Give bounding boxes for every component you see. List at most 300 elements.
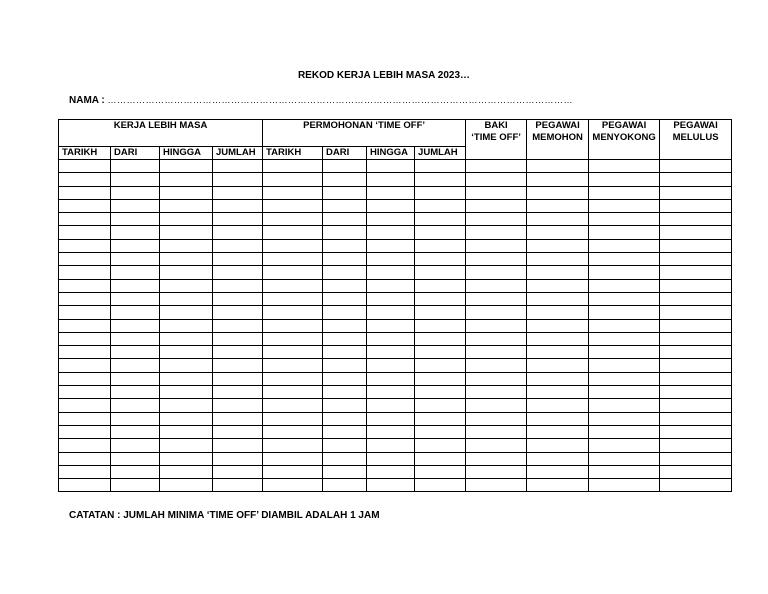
table-cell[interactable] [660,439,732,452]
table-cell[interactable] [660,186,732,199]
table-cell[interactable] [111,479,160,492]
table-cell[interactable] [527,465,589,478]
table-cell[interactable] [111,372,160,385]
table-cell[interactable] [263,372,323,385]
table-cell[interactable] [527,479,589,492]
table-cell[interactable] [367,253,415,266]
table-cell[interactable] [111,452,160,465]
table-cell[interactable] [660,359,732,372]
table-cell[interactable] [263,173,323,186]
table-cell[interactable] [415,346,466,359]
table-cell[interactable] [589,346,660,359]
table-cell[interactable] [466,452,527,465]
table-cell[interactable] [263,332,323,345]
table-cell[interactable] [415,186,466,199]
table-cell[interactable] [263,253,323,266]
table-cell[interactable] [660,319,732,332]
table-cell[interactable] [415,386,466,399]
table-cell[interactable] [323,439,367,452]
table-cell[interactable] [527,199,589,212]
table-cell[interactable] [527,239,589,252]
table-cell[interactable] [263,279,323,292]
table-cell[interactable] [367,332,415,345]
table-cell[interactable] [323,266,367,279]
table-cell[interactable] [323,253,367,266]
table-cell[interactable] [527,399,589,412]
table-cell[interactable] [660,279,732,292]
table-cell[interactable] [213,173,263,186]
table-cell[interactable] [415,253,466,266]
table-cell[interactable] [59,306,111,319]
table-cell[interactable] [213,479,263,492]
table-cell[interactable] [213,213,263,226]
table-cell[interactable] [111,359,160,372]
table-cell[interactable] [160,346,213,359]
table-cell[interactable] [527,425,589,438]
table-cell[interactable] [527,173,589,186]
table-cell[interactable] [367,452,415,465]
table-cell[interactable] [111,226,160,239]
table-cell[interactable] [111,386,160,399]
table-cell[interactable] [59,452,111,465]
table-cell[interactable] [660,372,732,385]
table-cell[interactable] [59,412,111,425]
table-cell[interactable] [466,160,527,173]
table-cell[interactable] [466,412,527,425]
table-cell[interactable] [160,439,213,452]
table-cell[interactable] [660,479,732,492]
table-cell[interactable] [527,226,589,239]
table-cell[interactable] [466,479,527,492]
table-cell[interactable] [213,372,263,385]
table-cell[interactable] [111,332,160,345]
table-cell[interactable] [527,160,589,173]
table-cell[interactable] [59,239,111,252]
table-cell[interactable] [660,292,732,305]
table-cell[interactable] [111,319,160,332]
table-cell[interactable] [367,479,415,492]
table-cell[interactable] [589,173,660,186]
table-cell[interactable] [589,386,660,399]
table-cell[interactable] [263,239,323,252]
table-cell[interactable] [660,253,732,266]
table-cell[interactable] [415,213,466,226]
table-cell[interactable] [59,479,111,492]
table-cell[interactable] [589,319,660,332]
table-cell[interactable] [323,452,367,465]
table-cell[interactable] [323,186,367,199]
table-cell[interactable] [466,386,527,399]
table-cell[interactable] [323,346,367,359]
table-cell[interactable] [160,465,213,478]
table-cell[interactable] [367,372,415,385]
table-cell[interactable] [660,465,732,478]
table-cell[interactable] [111,279,160,292]
name-blank[interactable]: ………………………………………………………………………………………………………………………………… [107,95,574,105]
table-cell[interactable] [213,465,263,478]
table-cell[interactable] [160,399,213,412]
table-cell[interactable] [213,452,263,465]
table-cell[interactable] [589,465,660,478]
table-cell[interactable] [213,239,263,252]
table-cell[interactable] [213,386,263,399]
table-cell[interactable] [415,319,466,332]
table-cell[interactable] [213,279,263,292]
table-cell[interactable] [213,412,263,425]
table-cell[interactable] [213,199,263,212]
table-cell[interactable] [59,372,111,385]
table-cell[interactable] [111,465,160,478]
table-cell[interactable] [59,199,111,212]
table-cell[interactable] [367,266,415,279]
table-cell[interactable] [111,213,160,226]
table-cell[interactable] [160,359,213,372]
table-cell[interactable] [660,425,732,438]
table-cell[interactable] [415,160,466,173]
table-cell[interactable] [660,173,732,186]
table-cell[interactable] [660,226,732,239]
table-cell[interactable] [160,292,213,305]
table-cell[interactable] [323,412,367,425]
table-cell[interactable] [160,160,213,173]
table-cell[interactable] [59,319,111,332]
table-cell[interactable] [213,226,263,239]
table-cell[interactable] [323,372,367,385]
table-cell[interactable] [111,253,160,266]
table-cell[interactable] [466,425,527,438]
table-cell[interactable] [263,226,323,239]
table-cell[interactable] [466,399,527,412]
table-cell[interactable] [589,479,660,492]
table-cell[interactable] [589,279,660,292]
table-cell[interactable] [323,306,367,319]
table-cell[interactable] [59,186,111,199]
table-cell[interactable] [367,399,415,412]
table-cell[interactable] [213,346,263,359]
table-cell[interactable] [323,399,367,412]
table-cell[interactable] [160,425,213,438]
table-cell[interactable] [367,306,415,319]
table-cell[interactable] [160,386,213,399]
table-cell[interactable] [466,173,527,186]
table-cell[interactable] [466,319,527,332]
table-cell[interactable] [589,253,660,266]
table-cell[interactable] [527,292,589,305]
table-cell[interactable] [323,479,367,492]
table-cell[interactable] [263,292,323,305]
table-cell[interactable] [323,213,367,226]
table-cell[interactable] [660,412,732,425]
table-cell[interactable] [59,266,111,279]
table-cell[interactable] [111,306,160,319]
table-cell[interactable] [160,452,213,465]
table-cell[interactable] [263,452,323,465]
table-cell[interactable] [589,266,660,279]
table-cell[interactable] [160,372,213,385]
table-cell[interactable] [263,399,323,412]
table-cell[interactable] [323,160,367,173]
table-cell[interactable] [160,253,213,266]
table-cell[interactable] [589,239,660,252]
table-cell[interactable] [415,412,466,425]
table-cell[interactable] [415,306,466,319]
table-cell[interactable] [111,425,160,438]
table-cell[interactable] [466,239,527,252]
table-cell[interactable] [527,359,589,372]
table-cell[interactable] [160,239,213,252]
table-cell[interactable] [415,479,466,492]
table-cell[interactable] [527,372,589,385]
table-cell[interactable] [367,186,415,199]
table-cell[interactable] [111,346,160,359]
table-cell[interactable] [213,186,263,199]
table-cell[interactable] [466,465,527,478]
table-cell[interactable] [527,319,589,332]
table-cell[interactable] [589,199,660,212]
table-cell[interactable] [111,266,160,279]
table-cell[interactable] [323,226,367,239]
table-cell[interactable] [323,173,367,186]
table-cell[interactable] [415,199,466,212]
table-cell[interactable] [59,399,111,412]
table-cell[interactable] [213,266,263,279]
table-cell[interactable] [466,199,527,212]
table-cell[interactable] [527,186,589,199]
table-cell[interactable] [466,306,527,319]
table-cell[interactable] [415,439,466,452]
table-cell[interactable] [111,199,160,212]
table-cell[interactable] [367,359,415,372]
table-cell[interactable] [213,253,263,266]
table-cell[interactable] [527,253,589,266]
table-cell[interactable] [59,253,111,266]
table-cell[interactable] [367,213,415,226]
table-cell[interactable] [660,346,732,359]
table-cell[interactable] [263,359,323,372]
table-cell[interactable] [589,213,660,226]
table-cell[interactable] [415,332,466,345]
table-cell[interactable] [59,160,111,173]
table-cell[interactable] [160,226,213,239]
table-cell[interactable] [160,186,213,199]
table-cell[interactable] [160,332,213,345]
table-cell[interactable] [466,186,527,199]
table-cell[interactable] [367,319,415,332]
table-cell[interactable] [589,186,660,199]
table-cell[interactable] [263,160,323,173]
table-cell[interactable] [466,332,527,345]
table-cell[interactable] [263,266,323,279]
table-cell[interactable] [415,359,466,372]
table-cell[interactable] [527,279,589,292]
table-cell[interactable] [59,213,111,226]
table-cell[interactable] [367,292,415,305]
table-cell[interactable] [367,425,415,438]
table-cell[interactable] [263,199,323,212]
table-cell[interactable] [160,173,213,186]
table-cell[interactable] [589,306,660,319]
table-cell[interactable] [323,465,367,478]
table-cell[interactable] [213,160,263,173]
table-cell[interactable] [59,386,111,399]
table-cell[interactable] [466,372,527,385]
table-cell[interactable] [660,452,732,465]
table-cell[interactable] [323,332,367,345]
table-cell[interactable] [589,359,660,372]
table-cell[interactable] [367,199,415,212]
table-cell[interactable] [59,292,111,305]
table-cell[interactable] [111,439,160,452]
table-cell[interactable] [466,213,527,226]
table-cell[interactable] [466,253,527,266]
table-cell[interactable] [589,332,660,345]
table-cell[interactable] [589,292,660,305]
table-cell[interactable] [59,332,111,345]
table-cell[interactable] [263,346,323,359]
table-cell[interactable] [323,359,367,372]
table-cell[interactable] [367,279,415,292]
table-cell[interactable] [59,439,111,452]
table-cell[interactable] [367,160,415,173]
table-cell[interactable] [589,160,660,173]
table-cell[interactable] [160,266,213,279]
table-cell[interactable] [527,452,589,465]
table-cell[interactable] [160,213,213,226]
table-cell[interactable] [527,213,589,226]
table-cell[interactable] [589,412,660,425]
table-cell[interactable] [263,306,323,319]
table-cell[interactable] [323,292,367,305]
table-cell[interactable] [589,372,660,385]
table-cell[interactable] [367,239,415,252]
table-cell[interactable] [213,332,263,345]
table-cell[interactable] [213,292,263,305]
table-cell[interactable] [589,425,660,438]
table-cell[interactable] [527,266,589,279]
table-cell[interactable] [263,319,323,332]
table-cell[interactable] [415,372,466,385]
table-cell[interactable] [415,173,466,186]
table-cell[interactable] [111,160,160,173]
table-cell[interactable] [415,425,466,438]
table-cell[interactable] [213,399,263,412]
table-cell[interactable] [466,279,527,292]
table-cell[interactable] [415,465,466,478]
table-cell[interactable] [589,439,660,452]
table-cell[interactable] [59,465,111,478]
table-cell[interactable] [213,319,263,332]
table-cell[interactable] [111,186,160,199]
table-cell[interactable] [160,479,213,492]
table-cell[interactable] [263,465,323,478]
table-cell[interactable] [466,359,527,372]
table-cell[interactable] [323,425,367,438]
table-cell[interactable] [263,186,323,199]
table-cell[interactable] [527,439,589,452]
table-cell[interactable] [111,173,160,186]
table-cell[interactable] [213,439,263,452]
table-cell[interactable] [323,386,367,399]
table-cell[interactable] [59,279,111,292]
table-cell[interactable] [160,279,213,292]
table-cell[interactable] [415,266,466,279]
table-cell[interactable] [160,199,213,212]
table-cell[interactable] [367,226,415,239]
table-cell[interactable] [660,399,732,412]
table-cell[interactable] [660,386,732,399]
table-cell[interactable] [466,226,527,239]
table-cell[interactable] [111,399,160,412]
table-cell[interactable] [59,173,111,186]
table-cell[interactable] [527,332,589,345]
table-cell[interactable] [415,239,466,252]
table-cell[interactable] [160,412,213,425]
table-cell[interactable] [589,452,660,465]
table-cell[interactable] [367,386,415,399]
table-cell[interactable] [160,306,213,319]
table-cell[interactable] [111,412,160,425]
table-cell[interactable] [466,266,527,279]
table-cell[interactable] [660,199,732,212]
table-cell[interactable] [589,399,660,412]
table-cell[interactable] [213,425,263,438]
table-cell[interactable] [660,332,732,345]
table-cell[interactable] [415,452,466,465]
table-cell[interactable] [589,226,660,239]
table-cell[interactable] [527,306,589,319]
table-cell[interactable] [466,439,527,452]
table-cell[interactable] [263,412,323,425]
table-cell[interactable] [263,479,323,492]
table-cell[interactable] [415,399,466,412]
table-cell[interactable] [213,359,263,372]
table-cell[interactable] [111,292,160,305]
table-cell[interactable] [660,239,732,252]
table-cell[interactable] [263,213,323,226]
table-cell[interactable] [323,319,367,332]
table-cell[interactable] [263,425,323,438]
table-cell[interactable] [367,346,415,359]
table-cell[interactable] [660,213,732,226]
table-cell[interactable] [527,346,589,359]
table-cell[interactable] [415,279,466,292]
table-cell[interactable] [59,346,111,359]
table-cell[interactable] [527,386,589,399]
table-cell[interactable] [367,465,415,478]
table-cell[interactable] [160,319,213,332]
table-cell[interactable] [59,226,111,239]
table-cell[interactable] [323,279,367,292]
table-cell[interactable] [263,439,323,452]
table-cell[interactable] [466,292,527,305]
table-cell[interactable] [527,412,589,425]
table-cell[interactable] [660,306,732,319]
table-cell[interactable] [367,412,415,425]
table-cell[interactable] [111,239,160,252]
table-cell[interactable] [59,359,111,372]
table-cell[interactable] [59,425,111,438]
table-cell[interactable] [367,173,415,186]
table-cell[interactable] [660,160,732,173]
table-cell[interactable] [367,439,415,452]
table-cell[interactable] [323,199,367,212]
table-cell[interactable] [415,226,466,239]
table-cell[interactable] [415,292,466,305]
table-cell[interactable] [323,239,367,252]
table-cell[interactable] [263,386,323,399]
table-cell[interactable] [213,306,263,319]
table-cell[interactable] [660,266,732,279]
